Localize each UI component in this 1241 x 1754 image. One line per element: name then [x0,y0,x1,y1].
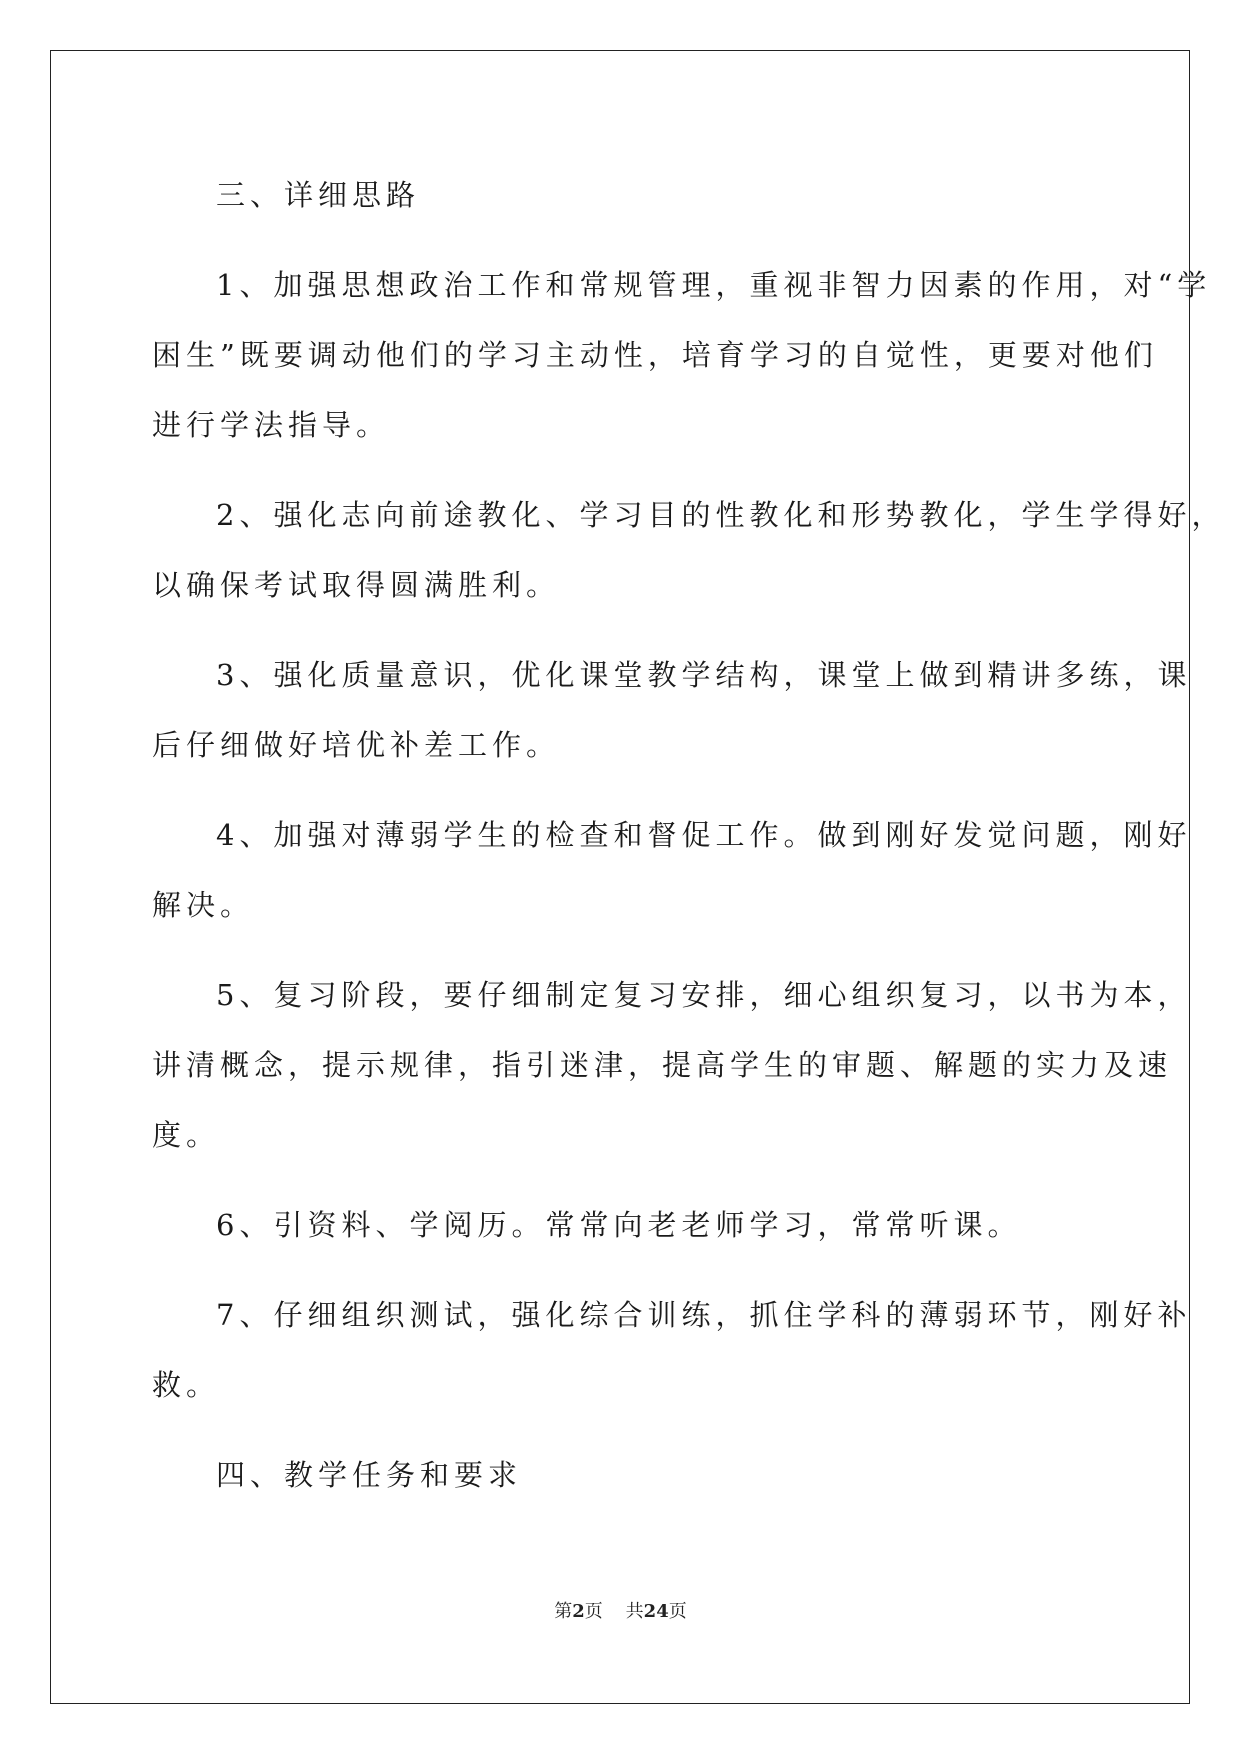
paragraph-6-line-1: 6、引资料、学阅历。常常向老老师学习，常常听课。 [216,1208,1022,1242]
paragraph-1-line-2: 困生”既要调动他们的学习主动性，培育学习的自觉性，更要对他们 [152,338,1158,372]
paragraph-5-line-1: 5、复习阶段，要仔细制定复习安排，细心组织复习，以书为本， [216,978,1192,1012]
paragraph-3-line-1: 3、强化质量意识，优化课堂教学结构，课堂上做到精讲多练，课 [216,658,1192,692]
paragraph-7-line-2: 救。 [152,1368,221,1402]
paragraph-2-line-1: 2、强化志向前途教化、学习目的性教化和形势教化，学生学得好， [216,498,1226,532]
paragraph-1-line-1: 1、加强思想政治工作和常规管理，重视非智力因素的作用，对“学 [216,268,1212,302]
footer-prefix: 第 [554,1601,573,1622]
section-heading-3: 三、详细思路 [216,178,421,212]
paragraph-3-line-2: 后仔细做好培优补差工作。 [152,728,561,762]
paragraph-5-line-2: 讲清概念，提示规律，指引迷津，提高学生的审题、解题的实力及速 [152,1048,1173,1082]
section-heading-4: 四、教学任务和要求 [216,1458,523,1492]
total-pages-number: 24 [643,1601,669,1622]
footer-suffix: 页 [668,1601,687,1622]
current-page-number: 2 [572,1601,585,1622]
paragraph-4-line-1: 4、加强对薄弱学生的检查和督促工作。做到刚好发觉问题，刚好 [216,818,1192,852]
paragraph-5-line-3: 度。 [152,1118,221,1152]
paragraph-2-line-2: 以确保考试取得圆满胜利。 [152,568,561,602]
paragraph-1-line-3: 进行学法指导。 [152,408,391,442]
page-number-footer [0,1597,1241,1623]
paragraph-7-line-1: 7、仔细组织测试，强化综合训练，抓住学科的薄弱环节，刚好补 [216,1298,1192,1332]
document-body [152,160,1226,1510]
footer-middle: 页 共 [584,1601,644,1622]
paragraph-4-line-2: 解决。 [152,888,255,922]
